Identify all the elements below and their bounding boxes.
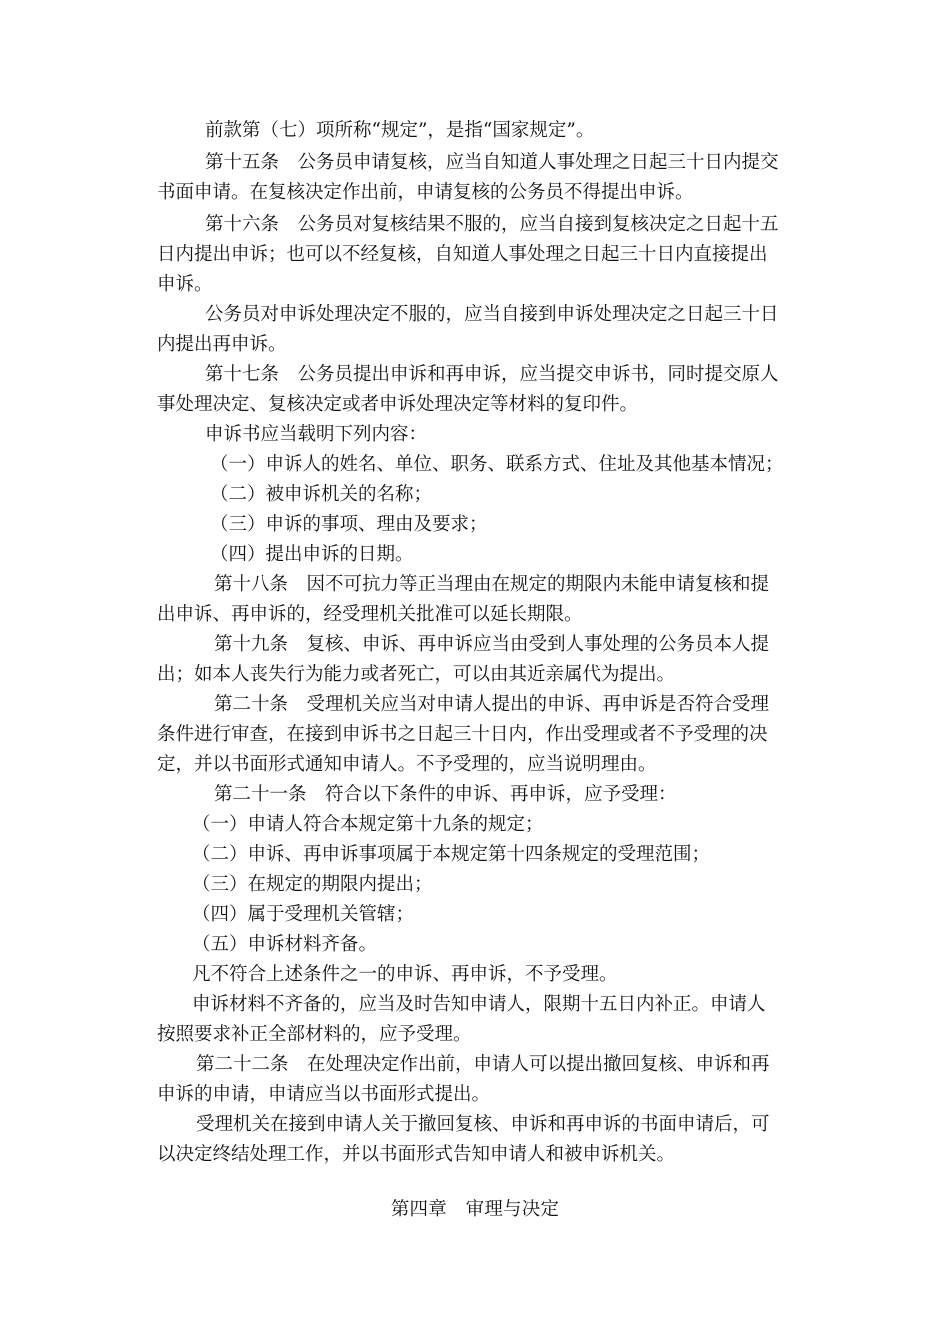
paragraph-line: 出申诉、再申诉的，经受理机关批准可以延长期限。 (157, 604, 583, 625)
list-item: （一）申诉人的姓名、单位、职务、联系方式、住址及其他基本情况； (210, 454, 784, 475)
paragraph-line: 按照要求补正全部材料的，应予受理。 (157, 1024, 472, 1045)
paragraph-line: 申诉的申请，申请应当以书面形式提出。 (157, 1084, 491, 1105)
paragraph-line: 凡不符合上述条件之一的申诉、再申诉，不予受理。 (192, 964, 618, 985)
paragraph-line: 前款第（七）项所称“规定”，是指“国家规定”。 (205, 120, 595, 141)
list-item: （三）申诉的事项、理由及要求； (210, 514, 488, 535)
paragraph-line: 内提出再申诉。 (157, 334, 287, 355)
paragraph-line: 公务员对申诉处理决定不服的，应当自接到申诉处理决定之日起三十日 (205, 304, 779, 325)
chapter-heading: 第四章 审理与决定 (390, 1199, 560, 1220)
paragraph-line: 条件进行审查，在接到申诉书之日起三十日内，作出受理或者不予受理的决 (157, 724, 768, 745)
article-21-line: 第二十一条 符合以下条件的申诉、再申诉，应予受理： (214, 784, 677, 805)
list-item: （二）申诉、再申诉事项属于本规定第十四条规定的受理范围； (192, 844, 711, 865)
article-16-line: 第十六条 公务员对复核结果不服的，应当自接到复核决定之日起十五 (205, 214, 779, 235)
list-item: （五）申诉材料齐备。 (192, 934, 378, 955)
article-18-line: 第十八条 因不可抗力等正当理由在规定的期限内未能申请复核和提 (214, 574, 770, 595)
paragraph-line: 申诉材料不齐备的，应当及时告知申请人，限期十五日内补正。申请人 (192, 994, 766, 1015)
paragraph-line: 以决定终结处理工作，并以书面形式告知申请人和被申诉机关。 (157, 1144, 676, 1165)
article-17-line: 第十七条 公务员提出申诉和再申诉，应当提交申诉书，同时提交原人 (205, 364, 779, 385)
article-15-line: 第十五条 公务员申请复核，应当自知道人事处理之日起三十日内提交 (205, 152, 779, 173)
article-19-line: 第十九条 复核、申诉、再申诉应当由受到人事处理的公务员本人提 (214, 634, 770, 655)
paragraph-line: 事处理决定、复核决定或者申诉处理决定等材料的复印件。 (157, 394, 639, 415)
list-item: （四）提出申诉的日期。 (210, 544, 414, 565)
list-item: （四）属于受理机关管辖； (192, 904, 415, 925)
paragraph-line: 申诉书应当载明下列内容： (205, 424, 428, 445)
list-item: （一）申请人符合本规定第十九条的规定； (192, 814, 544, 835)
paragraph-line: 申诉。 (157, 274, 213, 295)
paragraph-line: 出；如本人丧失行为能力或者死亡，可以由其近亲属代为提出。 (157, 664, 676, 685)
paragraph-line: 定，并以书面形式通知申请人。不予受理的，应当说明理由。 (157, 754, 657, 775)
paragraph-line: 日内提出申诉；也可以不经复核，自知道人事处理之日起三十日内直接提出 (157, 244, 768, 265)
article-20-line: 第二十条 受理机关应当对申请人提出的申诉、再申诉是否符合受理 (214, 694, 770, 715)
article-22-line: 第二十二条 在处理决定作出前，申请人可以提出撤回复核、申诉和再 (196, 1054, 770, 1075)
list-item: （三）在规定的期限内提出； (192, 874, 433, 895)
list-item: （二）被申诉机关的名称； (210, 484, 433, 505)
paragraph-line: 书面申请。在复核决定作出前，申请复核的公务员不得提出申诉。 (157, 182, 694, 203)
paragraph-line: 受理机关在接到申请人关于撤回复核、申诉和再申诉的书面申请后，可 (196, 1114, 770, 1135)
